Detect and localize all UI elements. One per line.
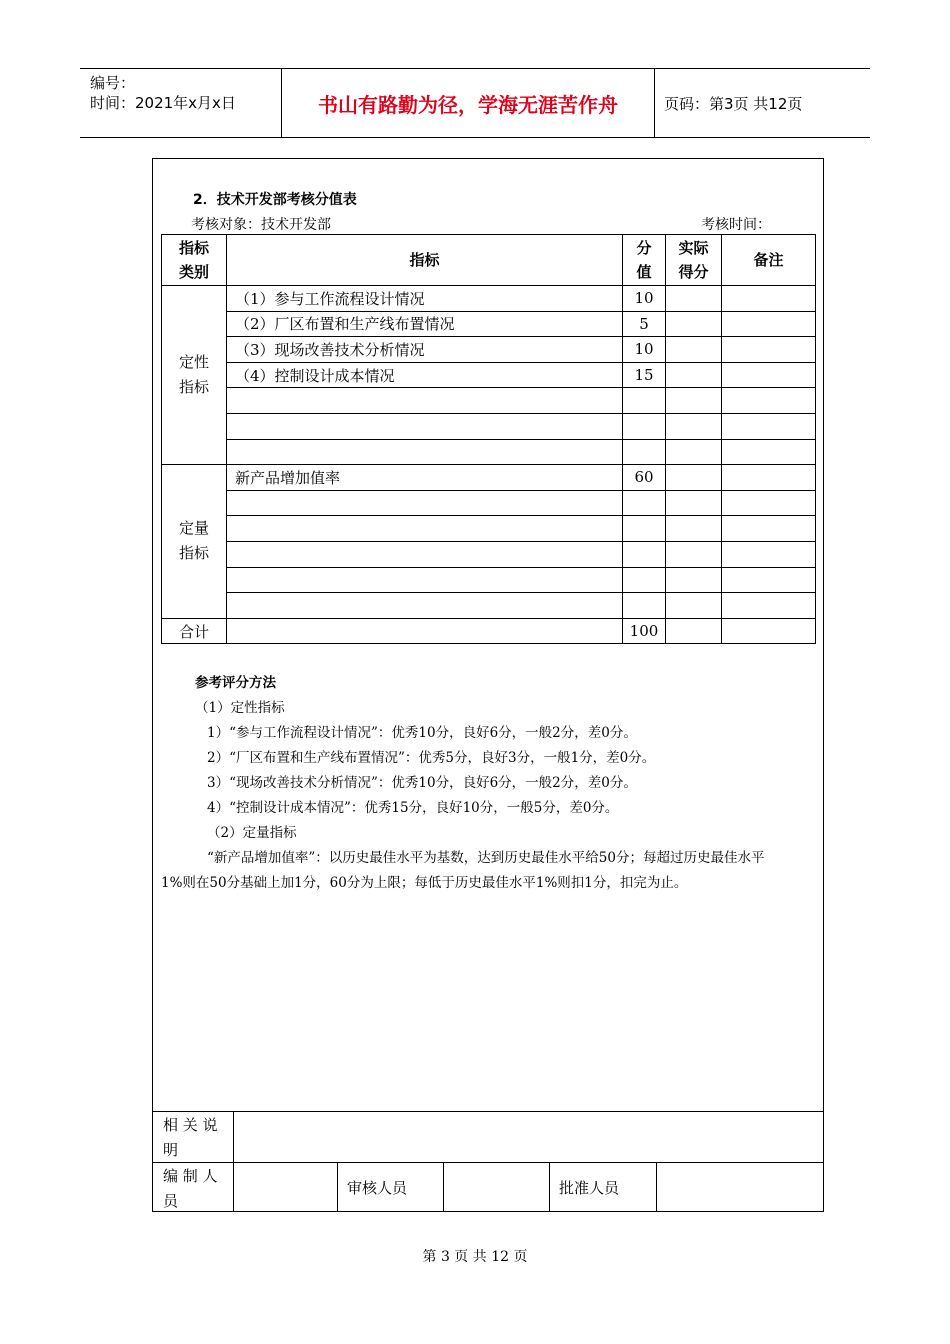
- divider: [337, 1162, 338, 1212]
- header-divider: [654, 69, 655, 137]
- approver-label: 批准人员: [559, 1179, 620, 1197]
- score-table: [161, 234, 816, 644]
- total-score: 100: [623, 618, 666, 644]
- score-cell: 10: [623, 286, 666, 312]
- actual-cell[interactable]: [666, 541, 722, 567]
- table-row: [162, 362, 816, 388]
- indicator-cell: （3）现场改善技术分析情况: [227, 337, 623, 363]
- score-cell: [623, 593, 666, 619]
- remark-cell[interactable]: [722, 439, 816, 465]
- indicator-cell: [227, 567, 623, 593]
- category-qualitative: [162, 286, 227, 465]
- assess-time: 考核时间：: [701, 217, 771, 233]
- prepared-label-line1: 编 制 人: [163, 1167, 218, 1185]
- score-cell: 15: [623, 362, 666, 388]
- indicator-cell: [227, 413, 623, 439]
- score-cell: [623, 541, 666, 567]
- indicator-cell: （1）参与工作流程设计情况: [227, 286, 623, 312]
- category-line1: 定性: [178, 353, 209, 372]
- table-row: [162, 541, 816, 567]
- total-indicator-cell: [227, 618, 623, 644]
- header-remark: 备注: [722, 235, 816, 286]
- doc-time-label: 时间：2021年x月x日: [90, 94, 236, 112]
- indicator-cell: [227, 516, 623, 542]
- remark-cell[interactable]: [722, 490, 816, 516]
- remark-cell[interactable]: [722, 337, 816, 363]
- divider: [443, 1162, 444, 1212]
- category-line2: 指标: [178, 378, 209, 397]
- header-actual-line2: 得分: [678, 263, 709, 281]
- score-cell: [623, 516, 666, 542]
- quant-text: “新产品增加值率”：以历史最佳水平为基数，达到历史最佳水平给50分；每超过历史最佳水平: [207, 850, 765, 866]
- actual-cell[interactable]: [666, 286, 722, 312]
- page-footer: 第 3 页 共 12 页: [422, 1249, 528, 1265]
- prepared-label-line2: 员: [163, 1192, 179, 1210]
- header-category: [162, 235, 227, 286]
- remark-cell[interactable]: [722, 465, 816, 491]
- table-row: [162, 490, 816, 516]
- indicator-cell: [227, 593, 623, 619]
- actual-cell[interactable]: [666, 465, 722, 491]
- total-remark-cell[interactable]: [722, 618, 816, 644]
- total-row: [162, 618, 816, 644]
- divider: [233, 1111, 234, 1212]
- actual-cell[interactable]: [666, 388, 722, 414]
- score-cell: [623, 388, 666, 414]
- actual-cell[interactable]: [666, 593, 722, 619]
- indicator-cell: [227, 490, 623, 516]
- category-line1: 定量: [178, 519, 209, 538]
- score-cell: [623, 490, 666, 516]
- page-header: [80, 68, 870, 138]
- header-category-line2: 类别: [178, 263, 209, 281]
- quant-text: 1%则在50分基础上加1分，60分为上限；每低于历史最佳水平1%则扣1分，扣完为止。: [161, 875, 688, 891]
- remark-cell[interactable]: [722, 362, 816, 388]
- header-page-info: 页码：第3页 共12页: [664, 94, 803, 113]
- remark-cell[interactable]: [722, 413, 816, 439]
- reviewer-label: 审核人员: [347, 1179, 408, 1197]
- header-meta: [90, 73, 236, 113]
- indicator-cell: 新产品增加值率: [227, 465, 623, 491]
- related-label-line2: 明: [163, 1141, 179, 1159]
- header-motto: 书山有路勤为径，学海无涯苦作舟: [318, 92, 618, 117]
- table-row: [162, 388, 816, 414]
- indicator-cell: （4）控制设计成本情况: [227, 362, 623, 388]
- total-label: 合计: [162, 618, 227, 644]
- score-cell: 60: [623, 465, 666, 491]
- table-row: [162, 465, 816, 491]
- divider: [153, 1111, 823, 1112]
- qual-item: 4）“控制设计成本情况”：优秀15分，良好10分，一般5分，差0分。: [207, 800, 619, 816]
- header-actual-line1: 实际: [678, 239, 709, 257]
- related-notes-label: [163, 1113, 218, 1163]
- actual-cell[interactable]: [666, 337, 722, 363]
- qual-item: 1）“参与工作流程设计情况”：优秀10分，良好6分，一般2分，差0分。: [207, 725, 637, 741]
- actual-cell[interactable]: [666, 311, 722, 337]
- qual-item: 3）“现场改善技术分析情况”：优秀10分，良好6分，一般2分，差0分。: [207, 775, 637, 791]
- header-score-line2: 值: [636, 263, 652, 281]
- indicator-cell: [227, 388, 623, 414]
- divider: [656, 1162, 657, 1212]
- remark-cell[interactable]: [722, 541, 816, 567]
- header-score-line1: 分: [636, 239, 652, 257]
- remark-cell[interactable]: [722, 388, 816, 414]
- score-cell: [623, 439, 666, 465]
- section-title: 2．技术开发部考核分值表: [193, 192, 357, 208]
- indicator-cell: [227, 541, 623, 567]
- table-row: [162, 337, 816, 363]
- prepared-by-label: [163, 1164, 218, 1214]
- score-cell: [623, 567, 666, 593]
- table-row: [162, 439, 816, 465]
- content-frame: [152, 158, 824, 1212]
- score-cell: 10: [623, 337, 666, 363]
- table-row: [162, 567, 816, 593]
- score-cell: 5: [623, 311, 666, 337]
- table-header-row: [162, 235, 816, 286]
- header-category-line1: 指标: [178, 239, 209, 257]
- table-row: [162, 516, 816, 542]
- header-indicator: 指标: [227, 235, 623, 286]
- actual-cell[interactable]: [666, 516, 722, 542]
- qual-item: 2）“厂区布置和生产线布置情况”：优秀5分，良好3分，一般1分，差0分。: [207, 750, 656, 766]
- total-actual-cell[interactable]: [666, 618, 722, 644]
- method-title: 参考评分方法: [195, 675, 276, 691]
- actual-cell[interactable]: [666, 413, 722, 439]
- category-line2: 指标: [178, 544, 209, 563]
- scoring-method: [161, 671, 821, 896]
- table-row: [162, 286, 816, 312]
- actual-cell[interactable]: [666, 439, 722, 465]
- qual-heading: （1）定性指标: [195, 700, 285, 716]
- score-cell: [623, 413, 666, 439]
- actual-cell[interactable]: [666, 490, 722, 516]
- indicator-cell: [227, 439, 623, 465]
- header-actual: [666, 235, 722, 286]
- actual-cell[interactable]: [666, 362, 722, 388]
- remark-cell[interactable]: [722, 286, 816, 312]
- table-row: [162, 593, 816, 619]
- assess-target: 考核对象：技术开发部: [191, 217, 331, 233]
- table-row: [162, 311, 816, 337]
- remark-cell[interactable]: [722, 567, 816, 593]
- related-label-line1: 相 关 说: [163, 1116, 218, 1134]
- quant-heading: （2）定量指标: [207, 825, 297, 841]
- category-quantitative: [162, 465, 227, 619]
- divider: [153, 1162, 823, 1163]
- header-score: [623, 235, 666, 286]
- remark-cell[interactable]: [722, 516, 816, 542]
- actual-cell[interactable]: [666, 567, 722, 593]
- doc-code-label: 编号：: [90, 74, 136, 92]
- remark-cell[interactable]: [722, 311, 816, 337]
- table-row: [162, 413, 816, 439]
- indicator-cell: （2）厂区布置和生产线布置情况: [227, 311, 623, 337]
- remark-cell[interactable]: [722, 593, 816, 619]
- divider: [549, 1162, 550, 1212]
